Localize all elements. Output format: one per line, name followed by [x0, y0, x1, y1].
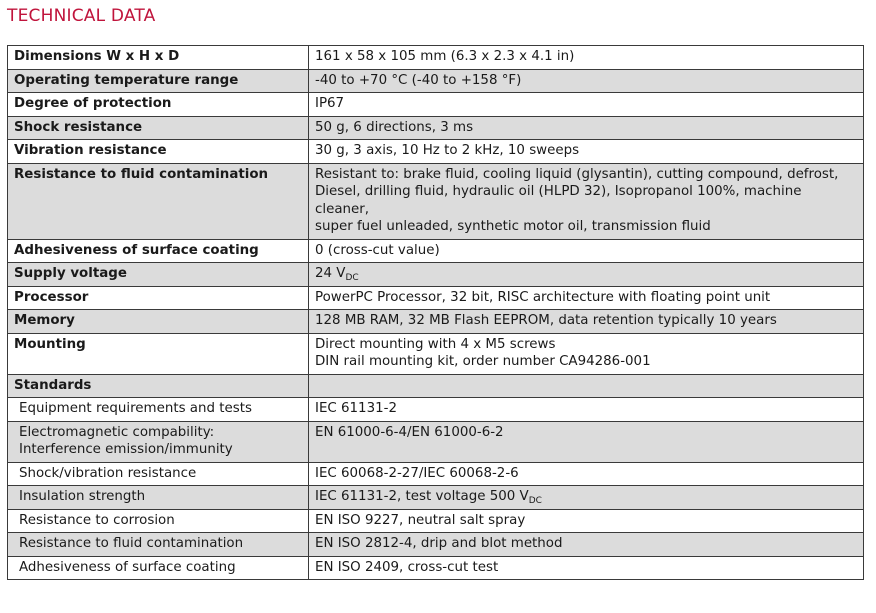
value-subscript: DC: [528, 496, 542, 506]
table-row: [8, 263, 864, 287]
table-row: [8, 163, 864, 239]
table-row: [8, 556, 864, 580]
row-label: Vibration resistance: [8, 140, 309, 164]
row-value: [309, 486, 864, 510]
section-title: TECHNICAL DATA: [7, 6, 156, 26]
table-row: [8, 333, 864, 374]
table-row: [8, 310, 864, 334]
value-line: Diesel, drilling fluid, hydraulic oil (HLPD 32), Isopropanol 100%, machine cleaner,: [315, 184, 802, 217]
row-value: IEC 60068-2-27/IEC 60068-2-6: [309, 462, 864, 486]
row-value: 128 MB RAM, 32 MB Flash EEPROM, data retention typically 10 years: [309, 310, 864, 334]
label-line: Interference emission/immunity: [19, 442, 233, 457]
table-row: [8, 462, 864, 486]
table-row: [8, 509, 864, 533]
row-label: Supply voltage: [8, 263, 309, 287]
row-value: EN ISO 2812-4, drip and blot method: [309, 533, 864, 557]
row-label: Resistance to corrosion: [8, 509, 309, 533]
row-label: Degree of protection: [8, 93, 309, 117]
table-row: [8, 398, 864, 422]
value-subscript: DC: [345, 273, 359, 283]
row-label: Mounting: [8, 333, 309, 374]
table-row: [8, 421, 864, 462]
row-value: [309, 374, 864, 398]
row-label: Resistance to fluid contamination: [8, 163, 309, 239]
row-value: EN ISO 9227, neutral salt spray: [309, 509, 864, 533]
label-line: Electromagnetic compability:: [19, 424, 215, 440]
value-line: super fuel unleaded, synthetic motor oil, transmission fluid: [315, 219, 711, 234]
row-value: EN ISO 2409, cross-cut test: [309, 556, 864, 580]
value-line: DIN rail mounting kit, order number CA94286-001: [315, 354, 651, 369]
row-value: IEC 61131-2: [309, 398, 864, 422]
value-text: 24 V: [315, 266, 346, 281]
table-row: [8, 486, 864, 510]
row-value: [309, 163, 864, 239]
table-row: [8, 374, 864, 398]
technical-data-table: [7, 45, 864, 580]
table-row: [8, 239, 864, 263]
row-value: PowerPC Processor, 32 bit, RISC architecture with floating point unit: [309, 286, 864, 310]
row-label: Processor: [8, 286, 309, 310]
table-row: [8, 116, 864, 140]
value-line: Resistant to: brake fluid, cooling liquid (glysantin), cutting compound, defrost,: [315, 166, 839, 182]
row-label: Operating temperature range: [8, 69, 309, 93]
table-row: [8, 140, 864, 164]
table-row: [8, 93, 864, 117]
row-label: [8, 421, 309, 462]
row-value: EN 61000-6-4/EN 61000-6-2: [309, 421, 864, 462]
row-value: 0 (cross-cut value): [309, 239, 864, 263]
row-label: Memory: [8, 310, 309, 334]
table-row: [8, 533, 864, 557]
row-label: Standards: [8, 374, 309, 398]
row-label: Shock/vibration resistance: [8, 462, 309, 486]
value-line: Direct mounting with 4 x M5 screws: [315, 336, 556, 352]
row-label: Shock resistance: [8, 116, 309, 140]
row-value: [309, 263, 864, 287]
value-text: IEC 61131-2, test voltage 500 V: [315, 489, 529, 504]
row-value: 30 g, 3 axis, 10 Hz to 2 kHz, 10 sweeps: [309, 140, 864, 164]
row-label: Insulation strength: [8, 486, 309, 510]
table-row: [8, 286, 864, 310]
row-label: Dimensions W x H x D: [8, 46, 309, 70]
row-label: Resistance to fluid contamination: [8, 533, 309, 557]
row-label: Adhesiveness of surface coating: [8, 556, 309, 580]
row-label: Equipment requirements and tests: [8, 398, 309, 422]
table-row: [8, 46, 864, 70]
row-value: IP67: [309, 93, 864, 117]
table-row: [8, 69, 864, 93]
row-value: 161 x 58 x 105 mm (6.3 x 2.3 x 4.1 in): [309, 46, 864, 70]
row-value: -40 to +70 °C (-40 to +158 °F): [309, 69, 864, 93]
row-value: 50 g, 6 directions, 3 ms: [309, 116, 864, 140]
row-label: Adhesiveness of surface coating: [8, 239, 309, 263]
row-value: [309, 333, 864, 374]
